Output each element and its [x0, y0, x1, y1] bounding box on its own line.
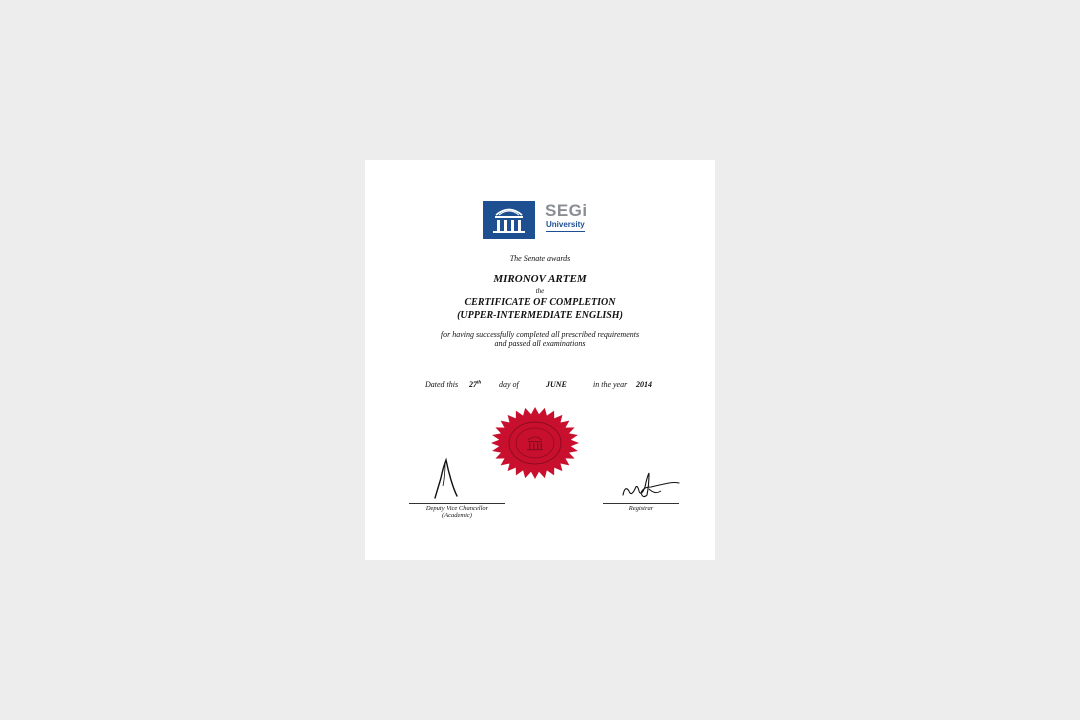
date-row — [365, 380, 715, 392]
signature-line-left — [409, 503, 505, 504]
registrar-signature — [619, 465, 681, 501]
description-line-2: and passed all examinations — [494, 339, 586, 348]
the-word: the — [535, 287, 545, 295]
right-signatory-title: Registrar — [628, 505, 654, 512]
date-day — [469, 380, 481, 389]
date-month: JUNE — [546, 380, 567, 389]
university-name: SEGi — [545, 201, 588, 220]
deputy-vice-chancellor-signature — [409, 456, 505, 502]
certificate-title: CERTIFICATE OF COMPLETION — [464, 297, 616, 308]
signature-line-right — [603, 503, 679, 504]
senate-line: The Senate awards — [509, 254, 571, 263]
in-year-label: in the year — [593, 380, 628, 389]
dated-label: Dated this — [425, 380, 459, 389]
left-signatory-subtitle: (Academic) — [442, 512, 472, 519]
recipient-name: MIRONOV ARTEM — [493, 273, 587, 285]
day-of-label: day of — [499, 380, 519, 389]
date-day-suffix: th — [477, 380, 482, 386]
left-signatory-title: Deputy Vice Chancellor — [425, 505, 489, 512]
date-day-value: 27 — [469, 380, 477, 389]
date-year: 2014 — [636, 380, 652, 389]
certificate-subtitle: (UPPER-INTERMEDIATE ENGLISH) — [457, 310, 623, 321]
certificate-page — [365, 160, 715, 560]
building-icon — [483, 201, 535, 239]
university-logo — [483, 201, 599, 239]
university-subtitle: University — [546, 220, 585, 232]
description-line-1: for having successfully completed all prescribed requirements — [440, 330, 640, 339]
